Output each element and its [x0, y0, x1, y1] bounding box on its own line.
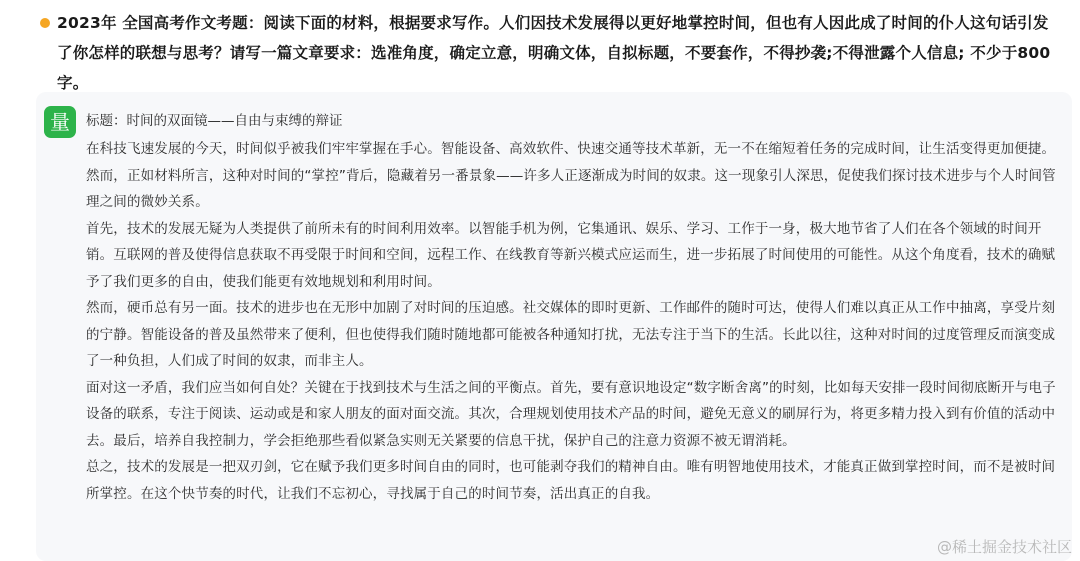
question-text: 2023年 全国高考作文考题：阅读下面的材料，根据要求写作。人们因技术发展得以更好地掌控时间，但也有人因此成了时间的仆人这句话引发了你怎样的联想与思考？请写一篇文章要求：选准角度，确定立意，明确文体，自拟标题，不要套作，不得抄袭;不得泄露个人信息; 不少于800字。 [57, 14, 1051, 92]
answer-title: 标题：时间的双面镜——自由与束缚的辩证 [86, 113, 343, 129]
assistant-avatar: 量 [44, 106, 76, 138]
answer-paragraph: 然而，硬币总有另一面。技术的进步也在无形中加剧了对时间的压迫感。社交媒体的即时更新、工作邮件的随时可达，使得人们难以真正从工作中抽离，享受片刻的宁静。智能设备的普及虽然带来了便利，但也使得我们随时随地都可能被各种通知打扰，无法专注于当下的生活。长此以往，这种对时间的过度管理反而演变成了一种负担，人们成了时间的奴隶，而非主人。 [86, 300, 1056, 369]
answer-paragraph: 首先，技术的发展无疑为人类提供了前所未有的时间利用效率。以智能手机为例，它集通讯、娱乐、学习、工作于一身，极大地节省了人们在各个领域的时间开销。互联网的普及使得信息获取不再受限于时间和空间，远程工作、在线教育等新兴模式应运而生，进一步拓展了时间使用的可能性。从这个角度看，技术的确赋予了我们更多的自由，使我们能更有效地规划和利用时间。 [86, 220, 1056, 290]
watermark: @稀土掘金技术社区 [936, 538, 1072, 556]
answer-paragraph: 在科技飞速发展的今天，时间似乎被我们牢牢掌握在手心。智能设备、高效软件、快速交通等技术革新，无一不在缩短着任务的完成时间，让生活变得更加便捷。然而，正如材料所言，这种对时间的“掌控”背后，隐藏着另一番景象——许多人正逐渐成为时间的奴隶。这一现象引人深思，促使我们探讨技术进步与个人时间管理之间的微妙关系。 [86, 141, 1056, 210]
question-bullet-icon [40, 18, 50, 28]
answer-paragraph: 面对这一矛盾，我们应当如何自处？关键在于找到技术与生活之间的平衡点。首先，要有意识地设定“数字断舍离”的时刻，比如每天安排一段时间彻底断开与电子设备的联系，专注于阅读、运动或是和家人朋友的面对面交流。其次，合理规划使用技术产品的时间，避免无意义的刷屏行为，将更多精力投入到有价值的活动中去。最后，培养自我控制力，学会拒绝那些看似紧急实则无关紧要的信息干扰，保护自己的注意力资源不被无谓消耗。 [86, 379, 1056, 449]
answer-paragraph: 总之，技术的发展是一把双刃剑，它在赋予我们更多时间自由的同时，也可能剥夺我们的精神自由。唯有明智地使用技术，才能真正做到掌控时间，而不是被时间所掌控。在这个快节奏的时代，让我们不忘初心，寻找属于自己的时间节奏，活出真正的自我。 [86, 459, 1056, 502]
answer-body [86, 136, 1058, 507]
